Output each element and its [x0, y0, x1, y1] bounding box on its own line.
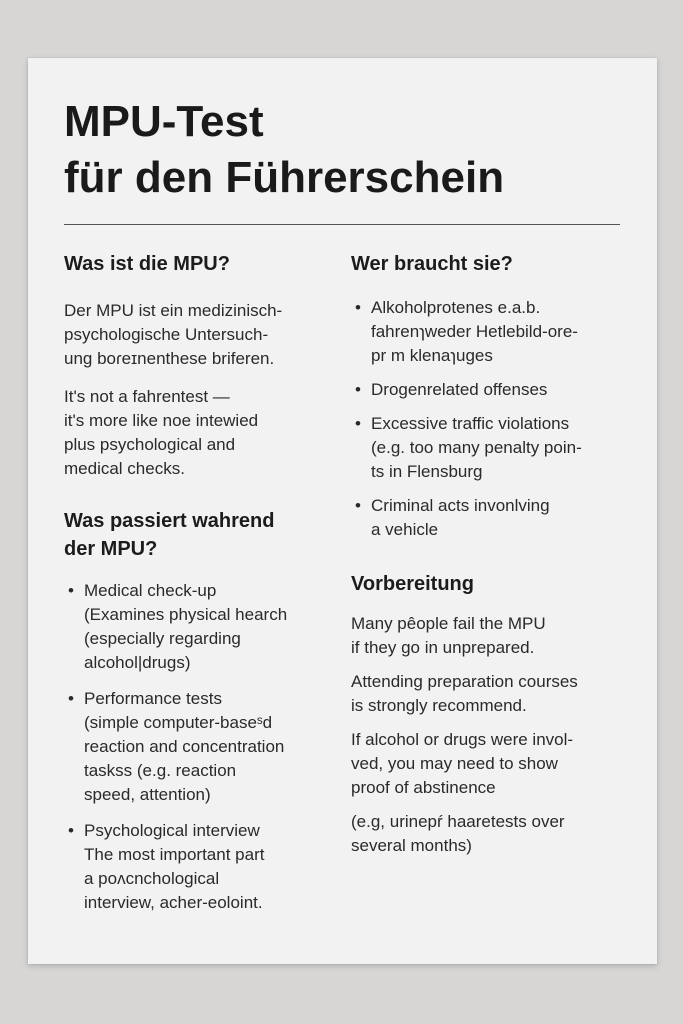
section-heading-vorbereitung: Vorbereitung: [351, 573, 474, 595]
who-needs-list: [351, 296, 621, 542]
paragraph-courses: [351, 670, 621, 718]
text-line: Psychological interview: [84, 821, 260, 840]
list-item-psychological-interview: [64, 819, 316, 915]
paragraph-tests: [351, 810, 621, 858]
bullet-icon: •: [355, 414, 361, 433]
document-sheet: [28, 58, 657, 964]
text-line: taskss (e.g. reaction: [84, 761, 237, 780]
page-title: [64, 94, 504, 206]
text-line: ved, you may need to show: [351, 754, 558, 773]
text-line: pr m klenaɿuges: [371, 346, 493, 365]
bullet-icon: •: [355, 380, 361, 399]
heading-line: Was passiert wahrend: [64, 510, 275, 532]
text-line: interview, acher-eoloint.: [84, 893, 263, 912]
title-line-1: MPU-Test: [64, 97, 264, 146]
text-line: Many pêople fail the MPU: [351, 614, 546, 633]
list-item-criminal-acts: [351, 494, 621, 542]
text-line: Performance tests: [84, 689, 222, 708]
title-line-2: für den Führerschein: [64, 153, 505, 202]
section-heading-was-ist: Was ist die MPU?: [64, 253, 230, 275]
list-item-medical-checkup: [64, 579, 316, 675]
text-line: it's more like noe intewied: [64, 411, 259, 430]
text-line: a vehicle: [371, 520, 439, 539]
paragraph-abstinence: [351, 728, 621, 800]
bullet-icon: •: [68, 689, 74, 708]
list-item-performance-tests: [64, 687, 316, 807]
text-line: medical checks.: [64, 459, 185, 478]
text-line: The most important part: [84, 845, 265, 864]
paragraph-unprepared: [351, 612, 621, 660]
paragraph-not-driving-test: [64, 385, 316, 481]
text-line: a poʌcnchological: [84, 869, 220, 888]
text-line: if they go in unprepared.: [351, 638, 535, 657]
heading-line: der MPU?: [64, 538, 158, 560]
title-divider: [64, 224, 620, 225]
text-line: plus psychological and: [64, 435, 236, 454]
text-line: (simple computer-baseˢd: [84, 713, 273, 732]
text-line: (e.g. too many penalty poin-: [371, 438, 582, 457]
text-line: is strongly recommend.: [351, 696, 527, 715]
left-column: [64, 234, 316, 915]
list-item-alcohol: [351, 296, 621, 368]
text-line: (especially regarding: [84, 629, 241, 648]
text-line: alcohol|drugs): [84, 653, 191, 672]
text-line: If alcohol or drugs were invol-: [351, 730, 574, 749]
bullet-icon: •: [355, 496, 361, 515]
bullet-icon: •: [68, 821, 74, 840]
text-line: proof of abstinence: [351, 778, 496, 797]
text-line: reaction and concentration: [84, 737, 285, 756]
text-line: It's not a fahrentest —: [64, 387, 230, 406]
text-line: Der MPU ist ein medizinisch-: [64, 301, 283, 320]
right-column: [351, 234, 621, 858]
list-item-drugs: [351, 378, 621, 402]
bullet-icon: •: [68, 581, 74, 600]
text-line: (e.g, urinepŕ haaretests over: [351, 812, 565, 831]
text-line: (Examines physical hearch: [84, 605, 288, 624]
mpu-steps-list: [64, 579, 316, 915]
text-line: Attending preparation courses: [351, 672, 578, 691]
text-line: several months): [351, 836, 472, 855]
text-line: Alkoholprotenes e.a.b.: [371, 298, 541, 317]
bullet-icon: •: [355, 298, 361, 317]
paragraph-definition: [64, 299, 316, 371]
section-heading-wer-braucht: Wer braucht sie?: [351, 253, 513, 275]
text-line: Criminal acts invonlving: [371, 496, 550, 515]
list-item-traffic-violations: [351, 412, 621, 484]
text-line: Drogenrelated offenses: [371, 380, 548, 399]
text-line: psychologische Untersuch-: [64, 325, 269, 344]
section-heading-was-passiert: [64, 507, 316, 563]
text-line: Medical check-up: [84, 581, 217, 600]
text-line: ung boɾeɪnenthese briferen.: [64, 349, 275, 368]
text-line: ts in Flensburg: [371, 462, 483, 481]
text-line: speed, attention): [84, 785, 211, 804]
text-line: Excessive traffic violations: [371, 414, 570, 433]
text-line: fahrenɿweder Hetlebild-ore-: [371, 322, 578, 341]
